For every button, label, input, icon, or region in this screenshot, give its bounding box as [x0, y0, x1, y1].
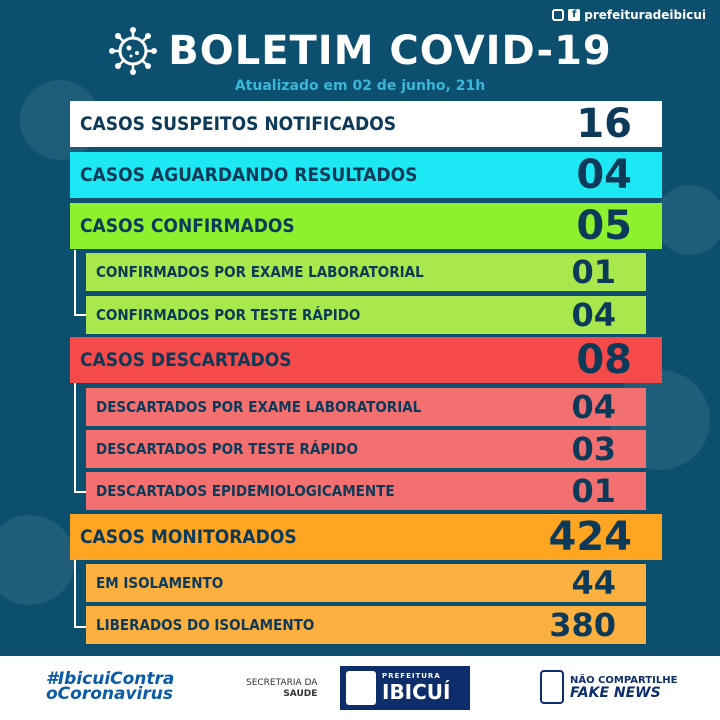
confirmed-connector [74, 250, 86, 316]
monitored-connector [74, 558, 86, 628]
footer [0, 656, 720, 720]
updated-timestamp: Atualizado em 02 de junho, 21h [234, 78, 486, 94]
social-handle [552, 8, 706, 22]
crest-icon [346, 671, 376, 705]
row-discarded-epi [86, 472, 646, 510]
page-title: BOLETIM COVID-19 [168, 28, 612, 74]
row-value: 04 [571, 388, 616, 426]
row-label: DESCARTADOS EPIDEMIOLOGICAMENTE [96, 482, 395, 500]
facebook-icon: f [568, 9, 580, 21]
virus-icon [108, 26, 158, 76]
row-monitored [70, 514, 662, 560]
row-confirmed [70, 203, 662, 249]
row-discarded [70, 337, 662, 383]
row-discarded-rapid [86, 430, 646, 468]
row-confirmed-lab [86, 253, 646, 291]
discarded-connector [74, 383, 86, 493]
row-discarded-lab [86, 388, 646, 426]
hashtag [46, 669, 175, 704]
row-label: DESCARTADOS POR EXAME LABORATORIAL [96, 398, 422, 416]
row-value: 01 [571, 253, 616, 291]
secretaria-line1: SECRETARIA DA [246, 678, 318, 688]
row-value: 03 [571, 430, 616, 468]
row-suspected [70, 101, 662, 147]
row-value: 16 [576, 101, 632, 147]
row-label: CASOS MONITORADOS [80, 526, 297, 548]
instagram-icon [552, 9, 564, 21]
row-isolation [86, 564, 646, 602]
row-confirmed-rapid [86, 296, 646, 334]
social-handle-text: prefeituradeibicui [584, 8, 706, 22]
row-value: 380 [549, 606, 616, 644]
fake-news-badge [540, 670, 677, 704]
row-awaiting [70, 152, 662, 198]
row-label: CASOS SUSPEITOS NOTIFICADOS [80, 113, 397, 135]
row-value: 424 [548, 514, 632, 560]
row-label: DESCARTADOS POR TESTE RÁPIDO [96, 440, 358, 458]
row-value: 01 [571, 472, 616, 510]
fake-line2: FAKE NEWS [570, 685, 661, 701]
row-label: EM ISOLAMENTO [96, 574, 224, 592]
prefeitura-label: PREFEITURA [382, 672, 441, 680]
row-label: LIBERADOS DO ISOLAMENTO [96, 616, 315, 634]
row-value: 04 [571, 296, 616, 334]
secretaria-line2: SAUDE [283, 689, 318, 699]
prefeitura-logo [340, 666, 470, 710]
row-value: 05 [576, 203, 632, 249]
row-value: 44 [571, 564, 616, 602]
row-label: CASOS CONFIRMADOS [80, 215, 295, 237]
fake-line1: NÃO COMPARTILHE [570, 675, 678, 686]
row-label: CASOS DESCARTADOS [80, 349, 292, 371]
row-label: CONFIRMADOS POR EXAME LABORATORIAL [96, 263, 424, 281]
phone-icon [540, 670, 564, 704]
row-label: CONFIRMADOS POR TESTE RÁPIDO [96, 306, 361, 324]
row-value: 08 [576, 337, 632, 383]
secretaria [246, 678, 317, 700]
row-label: CASOS AGUARDANDO RESULTADOS [80, 164, 418, 186]
hashtag-line1: #IbicuiContra [46, 669, 175, 689]
hashtag-line2: oCoronavirus [46, 684, 173, 704]
row-value: 04 [576, 152, 632, 198]
header [0, 26, 720, 94]
city-name: IBICUÍ [382, 680, 451, 704]
row-released [86, 606, 646, 644]
